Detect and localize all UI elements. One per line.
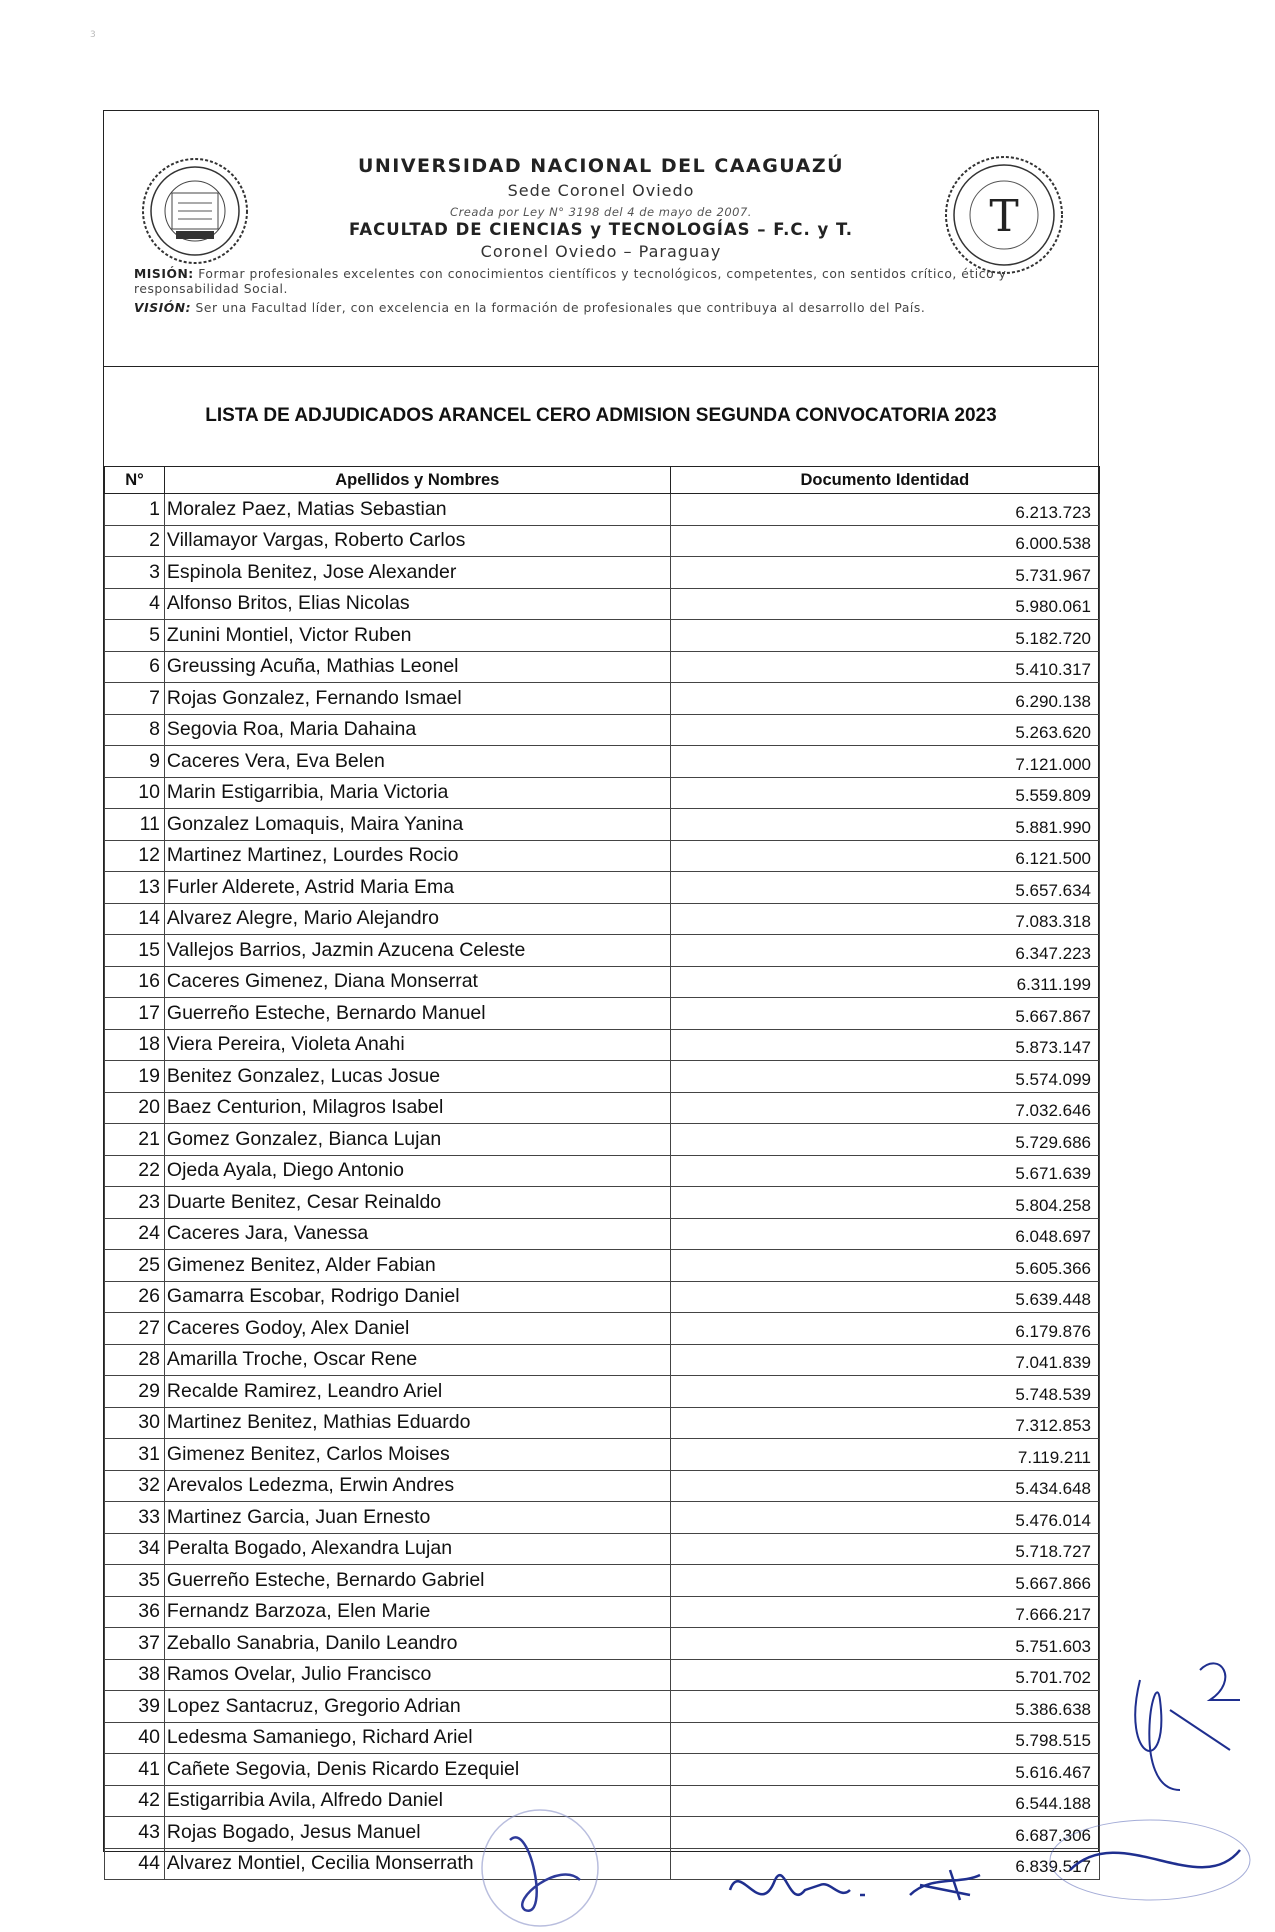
mission-label: MISIÓN: — [134, 267, 194, 281]
signature-small — [900, 1855, 1020, 1915]
row-name: Furler Alderete, Astrid Maria Ema — [164, 872, 670, 904]
row-name: Amarilla Troche, Oscar Rene — [164, 1344, 670, 1376]
row-number: 7 — [105, 683, 165, 715]
table-row — [105, 1344, 1100, 1376]
mission-text: Formar profesionales excelentes con conocimientos científicos y tecnológicos, competentes, con sentidos crítico, ético y responsabilidad Social. — [134, 267, 1007, 296]
row-name: Baez Centurion, Milagros Isabel — [164, 1092, 670, 1124]
row-name: Villamayor Vargas, Roberto Carlos — [164, 525, 670, 557]
table-row — [105, 1124, 1100, 1156]
table-row — [105, 1722, 1100, 1754]
table-row — [105, 1281, 1100, 1313]
row-number: 17 — [105, 998, 165, 1030]
row-name: Espinola Benitez, Jose Alexander — [164, 557, 670, 589]
table-row — [105, 777, 1100, 809]
table-row — [105, 840, 1100, 872]
row-name: Alfonso Britos, Elias Nicolas — [164, 588, 670, 620]
row-name: Viera Pereira, Violeta Anahi — [164, 1029, 670, 1061]
row-name: Gamarra Escobar, Rodrigo Daniel — [164, 1281, 670, 1313]
table-row — [105, 903, 1100, 935]
row-document: 5.980.061 — [670, 588, 1099, 620]
row-document: 5.476.014 — [670, 1502, 1099, 1534]
row-name: Segovia Roa, Maria Dahaina — [164, 714, 670, 746]
row-document: 7.083.318 — [670, 903, 1099, 935]
row-document: 5.263.620 — [670, 714, 1099, 746]
row-number: 41 — [105, 1754, 165, 1786]
table-row — [105, 1502, 1100, 1534]
row-number: 43 — [105, 1817, 165, 1849]
row-number: 26 — [105, 1281, 165, 1313]
row-document: 6.000.538 — [670, 525, 1099, 557]
table-row — [105, 494, 1100, 526]
table-header-row — [105, 467, 1100, 494]
faculty-name: FACULTAD DE CIENCIAS y TECNOLOGÍAS – F.C. y T. — [348, 220, 854, 239]
table-row — [105, 525, 1100, 557]
row-number: 22 — [105, 1155, 165, 1187]
list-title: LISTA DE ADJUDICADOS ARANCEL CERO ADMISION SEGUNDA CONVOCATORIA 2023 — [205, 405, 997, 426]
row-number: 11 — [105, 809, 165, 841]
row-number: 3 — [105, 557, 165, 589]
table-row — [105, 1187, 1100, 1219]
row-number: 38 — [105, 1659, 165, 1691]
row-name: Guerreño Esteche, Bernardo Gabriel — [164, 1565, 670, 1597]
vision-label: VISIÓN: — [134, 301, 192, 315]
row-number: 28 — [105, 1344, 165, 1376]
row-document: 7.666.217 — [670, 1596, 1099, 1628]
row-document: 7.312.853 — [670, 1407, 1099, 1439]
row-name: Gomez Gonzalez, Bianca Lujan — [164, 1124, 670, 1156]
row-document: 5.804.258 — [670, 1187, 1099, 1219]
row-document: 5.718.727 — [670, 1533, 1099, 1565]
row-name: Alvarez Alegre, Mario Alejandro — [164, 903, 670, 935]
row-document: 5.751.603 — [670, 1628, 1099, 1660]
row-number: 25 — [105, 1250, 165, 1282]
row-name: Zeballo Sanabria, Danilo Leandro — [164, 1628, 670, 1660]
table-row — [105, 966, 1100, 998]
row-document: 5.386.638 — [670, 1691, 1099, 1723]
row-document: 5.798.515 — [670, 1722, 1099, 1754]
letterhead — [104, 111, 1098, 367]
row-name: Rojas Bogado, Jesus Manuel — [164, 1817, 670, 1849]
row-document: 6.347.223 — [670, 935, 1099, 967]
row-document: 6.048.697 — [670, 1218, 1099, 1250]
row-name: Duarte Benitez, Cesar Reinaldo — [164, 1187, 670, 1219]
row-name: Caceres Jara, Vanessa — [164, 1218, 670, 1250]
row-name: Martinez Benitez, Mathias Eduardo — [164, 1407, 670, 1439]
table-row — [105, 1565, 1100, 1597]
row-name: Peralta Bogado, Alexandra Lujan — [164, 1533, 670, 1565]
row-number: 5 — [105, 620, 165, 652]
row-name: Caceres Vera, Eva Belen — [164, 746, 670, 778]
row-document: 6.544.188 — [670, 1785, 1099, 1817]
row-name: Recalde Ramirez, Leandro Ariel — [164, 1376, 670, 1408]
seal-letter-t: T — [989, 191, 1019, 242]
table-row — [105, 872, 1100, 904]
row-number: 18 — [105, 1029, 165, 1061]
table-row — [105, 714, 1100, 746]
row-number: 8 — [105, 714, 165, 746]
row-number: 9 — [105, 746, 165, 778]
table-row — [105, 588, 1100, 620]
row-document: 5.657.634 — [670, 872, 1099, 904]
row-number: 29 — [105, 1376, 165, 1408]
header-document: Documento Identidad — [670, 467, 1099, 494]
table-row — [105, 1407, 1100, 1439]
row-document: 5.667.867 — [670, 998, 1099, 1030]
row-number: 31 — [105, 1439, 165, 1471]
row-number: 34 — [105, 1533, 165, 1565]
row-document: 7.121.000 — [670, 746, 1099, 778]
table-row — [105, 1092, 1100, 1124]
row-name: Estigarribia Avila, Alfredo Daniel — [164, 1785, 670, 1817]
row-name: Ramos Ovelar, Julio Francisco — [164, 1659, 670, 1691]
row-document: 6.179.876 — [670, 1313, 1099, 1345]
row-name: Zunini Montiel, Victor Ruben — [164, 620, 670, 652]
row-document: 6.290.138 — [670, 683, 1099, 715]
row-name: Marin Estigarribia, Maria Victoria — [164, 777, 670, 809]
row-document: 5.434.648 — [670, 1470, 1099, 1502]
city-country: Coronel Oviedo – Paraguay — [480, 242, 722, 261]
vision-text: Ser una Facultad líder, con excelencia en la formación de profesionales que contribuya al desarrollo del País. — [195, 301, 926, 315]
row-number: 13 — [105, 872, 165, 904]
table-row — [105, 1250, 1100, 1282]
table-body — [105, 494, 1100, 1880]
row-document: 6.121.500 — [670, 840, 1099, 872]
row-number: 10 — [105, 777, 165, 809]
row-number: 44 — [105, 1848, 165, 1880]
row-document: 5.559.809 — [670, 777, 1099, 809]
faculty-seal-right — [934, 153, 1074, 277]
row-document: 7.041.839 — [670, 1344, 1099, 1376]
row-name: Cañete Segovia, Denis Ricardo Ezequiel — [164, 1754, 670, 1786]
row-name: Fernandz Barzoza, Elen Marie — [164, 1596, 670, 1628]
row-number: 15 — [105, 935, 165, 967]
table-row — [105, 1596, 1100, 1628]
row-number: 14 — [105, 903, 165, 935]
table-row — [105, 998, 1100, 1030]
row-number: 21 — [105, 1124, 165, 1156]
table-row — [105, 935, 1100, 967]
row-number: 23 — [105, 1187, 165, 1219]
row-document: 7.119.211 — [670, 1439, 1099, 1471]
header-name: Apellidos y Nombres — [164, 467, 670, 494]
row-document: 5.616.467 — [670, 1754, 1099, 1786]
row-document: 5.671.639 — [670, 1155, 1099, 1187]
row-name: Gonzalez Lomaquis, Maira Yanina — [164, 809, 670, 841]
table-row — [105, 683, 1100, 715]
row-document: 5.182.720 — [670, 620, 1099, 652]
row-document: 6.213.723 — [670, 494, 1099, 526]
row-document: 5.873.147 — [670, 1029, 1099, 1061]
row-document: 5.410.317 — [670, 651, 1099, 683]
row-document: 6.687.306 — [670, 1817, 1099, 1849]
table-row — [105, 1754, 1100, 1786]
table-row — [105, 1029, 1100, 1061]
header-number: N° — [105, 467, 165, 494]
row-number: 40 — [105, 1722, 165, 1754]
row-name: Greussing Acuña, Mathias Leonel — [164, 651, 670, 683]
row-name: Rojas Gonzalez, Fernando Ismael — [164, 683, 670, 715]
table-row — [105, 1691, 1100, 1723]
row-number: 30 — [105, 1407, 165, 1439]
table-row — [105, 1313, 1100, 1345]
row-name: Gimenez Benitez, Carlos Moises — [164, 1439, 670, 1471]
row-document: 5.881.990 — [670, 809, 1099, 841]
row-name: Martinez Martinez, Lourdes Rocio — [164, 840, 670, 872]
row-number: 32 — [105, 1470, 165, 1502]
row-number: 35 — [105, 1565, 165, 1597]
row-number: 4 — [105, 588, 165, 620]
row-number: 42 — [105, 1785, 165, 1817]
table-row — [105, 809, 1100, 841]
table-row — [105, 620, 1100, 652]
table-row — [105, 1533, 1100, 1565]
stamp-bottom-right — [1040, 1810, 1260, 1930]
row-number: 2 — [105, 525, 165, 557]
row-name: Ojeda Ayala, Diego Antonio — [164, 1155, 670, 1187]
table-row — [105, 1218, 1100, 1250]
row-document: 5.748.539 — [670, 1376, 1099, 1408]
row-document: 5.701.702 — [670, 1659, 1099, 1691]
table-row — [105, 1155, 1100, 1187]
row-name: Benitez Gonzalez, Lucas Josue — [164, 1061, 670, 1093]
row-document: 5.605.366 — [670, 1250, 1099, 1282]
row-name: Alvarez Montiel, Cecilia Monserrath — [164, 1848, 670, 1880]
row-name: Martinez Garcia, Juan Ernesto — [164, 1502, 670, 1534]
signature-middle — [720, 1850, 890, 1930]
row-document: 5.729.686 — [670, 1124, 1099, 1156]
row-name: Ledesma Samaniego, Richard Ariel — [164, 1722, 670, 1754]
table-row — [105, 1439, 1100, 1471]
university-name: UNIVERSIDAD NACIONAL DEL CAAGUAZÚ — [357, 155, 845, 177]
round-stamp-bottom-center — [440, 1800, 640, 1930]
adjudicated-table — [104, 466, 1100, 1880]
row-document: 7.032.646 — [670, 1092, 1099, 1124]
row-name: Gimenez Benitez, Alder Fabian — [164, 1250, 670, 1282]
row-number: 33 — [105, 1502, 165, 1534]
row-name: Arevalos Ledezma, Erwin Andres — [164, 1470, 670, 1502]
table-row — [105, 1376, 1100, 1408]
row-document: 5.667.866 — [670, 1565, 1099, 1597]
row-document: 6.839.517 — [670, 1848, 1099, 1880]
row-name: Lopez Santacruz, Gregorio Adrian — [164, 1691, 670, 1723]
row-number: 39 — [105, 1691, 165, 1723]
vision-statement — [134, 301, 1074, 316]
row-name: Caceres Gimenez, Diana Monserrat — [164, 966, 670, 998]
table-row — [105, 746, 1100, 778]
page-number: 3 — [90, 30, 96, 40]
table-row — [105, 1061, 1100, 1093]
campus-name: Sede Coronel Oviedo — [507, 181, 695, 200]
row-name: Caceres Godoy, Alex Daniel — [164, 1313, 670, 1345]
table-row — [105, 557, 1100, 589]
row-name: Vallejos Barrios, Jazmin Azucena Celeste — [164, 935, 670, 967]
row-number: 37 — [105, 1628, 165, 1660]
table-row — [105, 1659, 1100, 1691]
row-document: 5.639.448 — [670, 1281, 1099, 1313]
row-name: Guerreño Esteche, Bernardo Manuel — [164, 998, 670, 1030]
mission-statement — [134, 267, 1074, 297]
row-number: 1 — [105, 494, 165, 526]
row-number: 12 — [105, 840, 165, 872]
table-row — [105, 1628, 1100, 1660]
row-document: 6.311.199 — [670, 966, 1099, 998]
table-row — [105, 1470, 1100, 1502]
row-number: 27 — [105, 1313, 165, 1345]
row-number: 6 — [105, 651, 165, 683]
creation-law: Creada por Ley N° 3198 del 4 de mayo de 2007. — [450, 205, 752, 219]
row-document: 5.574.099 — [670, 1061, 1099, 1093]
row-number: 36 — [105, 1596, 165, 1628]
row-number: 24 — [105, 1218, 165, 1250]
row-number: 16 — [105, 966, 165, 998]
document-frame — [103, 110, 1099, 1876]
row-number: 19 — [105, 1061, 165, 1093]
table-row — [105, 651, 1100, 683]
row-name: Moralez Paez, Matias Sebastian — [164, 494, 670, 526]
row-number: 20 — [105, 1092, 165, 1124]
row-document: 5.731.967 — [670, 557, 1099, 589]
